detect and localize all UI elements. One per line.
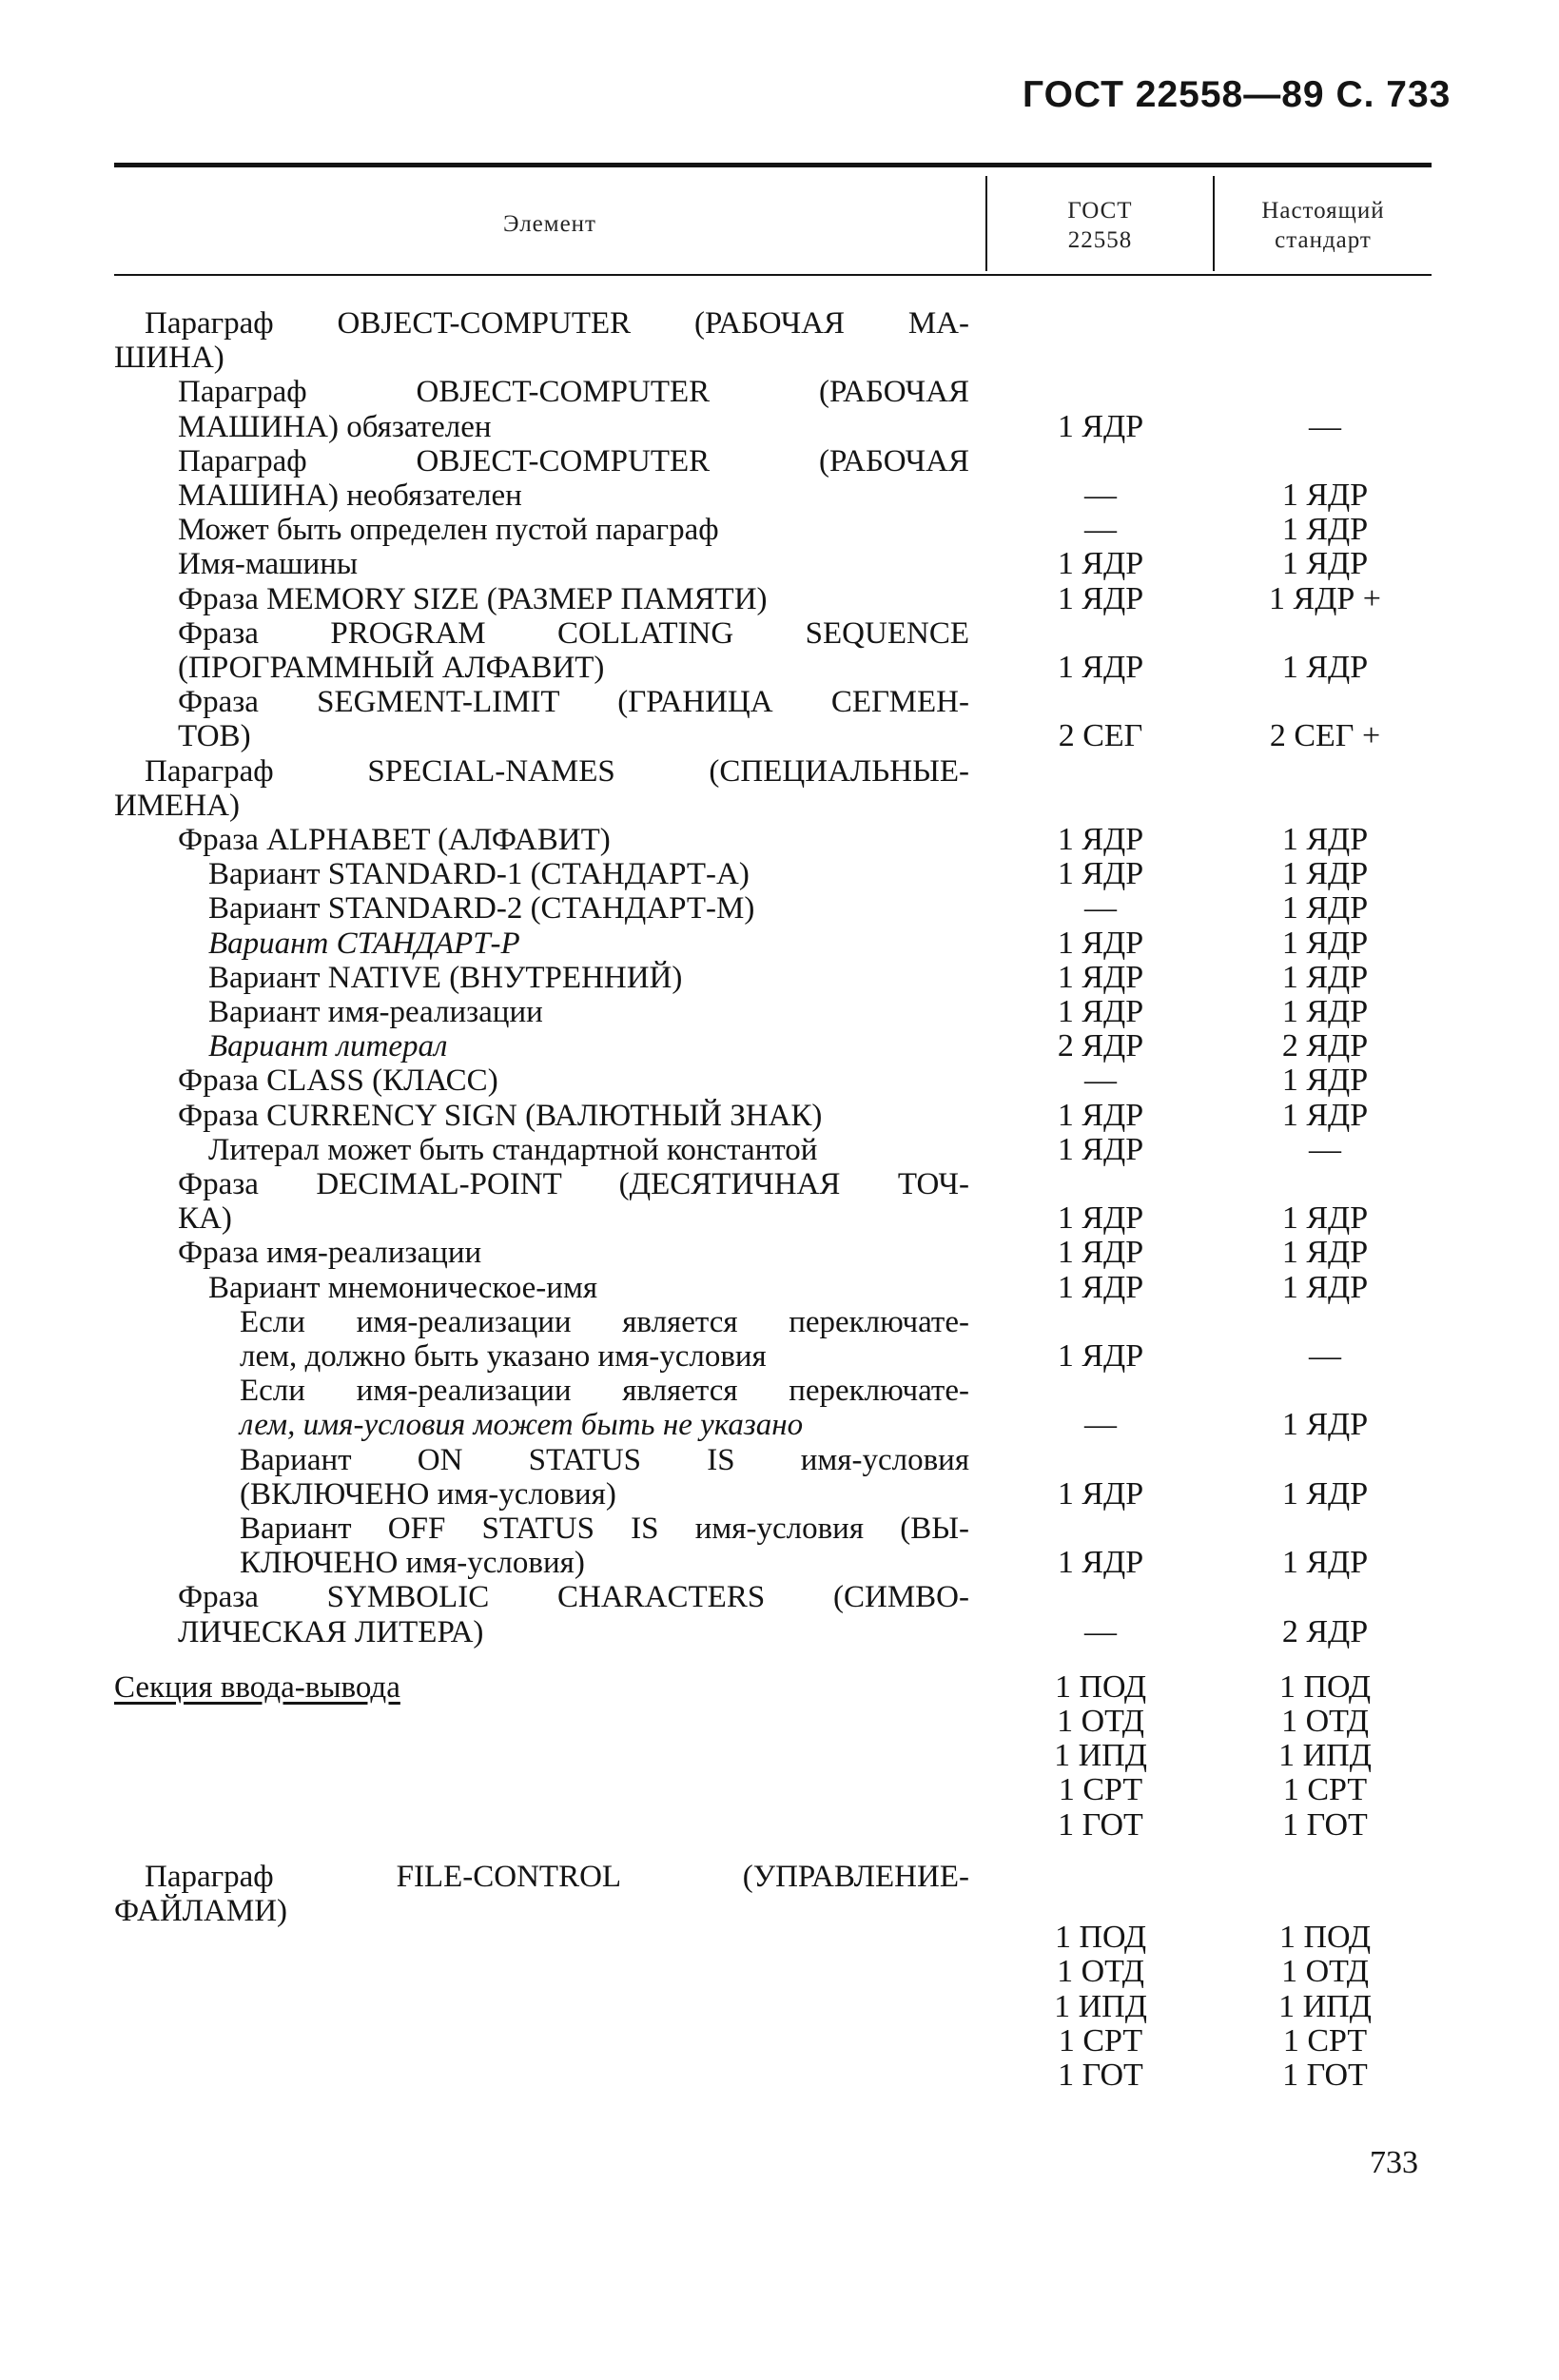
row-1-text-1: МАШИНА) обязателен: [178, 409, 492, 444]
file-control-standard-0: 1 ПОД: [1278, 1920, 1372, 1956]
file-control-line-0: [145, 1860, 969, 1894]
row-6-standard: 1 ЯДР: [1281, 650, 1369, 685]
file-control-standard-2: 1 ИПД: [1278, 1988, 1372, 2024]
io-section-gost-2: 1 ИПД: [1054, 1738, 1147, 1774]
row-12-text-0: Вариант СТАНДАРТ-Р: [208, 926, 520, 961]
row-25-text-1: КЛЮЧЕНО имя-условия): [240, 1546, 585, 1581]
row-7-line-1: [178, 719, 251, 753]
row-2-line-1: [178, 478, 522, 513]
row-5-line-0: [178, 582, 768, 616]
file-control-line-1: [114, 1894, 287, 1928]
io-section-gost-1: 1 ОТД: [1057, 1704, 1144, 1739]
row-1-text-0: Параграф OBJECT-COMPUTER (РАБОЧАЯ: [178, 375, 969, 410]
row-13-line-0: [208, 961, 682, 995]
row-19-line-1: [178, 1201, 232, 1236]
row-9-line-0: [178, 823, 611, 857]
row-19-gost: 1 ЯДР: [1057, 1200, 1144, 1237]
row-25-text-0: Вариант OFF STATUS IS имя-условия (ВЫ-: [240, 1512, 969, 1546]
io-section-gost-4: 1 ГОТ: [1058, 1806, 1143, 1843]
row-1-line-0: [178, 375, 969, 409]
file-control-gost-1: 1 ОТД: [1057, 1954, 1144, 1990]
file-control-standard-3: 1 СРТ: [1282, 2022, 1368, 2058]
row-4-text-0: Имя-машины: [178, 547, 359, 582]
row-23-standard: 1 ЯДР: [1281, 1407, 1369, 1443]
row-9-standard: 1 ЯДР: [1281, 822, 1369, 857]
row-16-standard: 1 ЯДР: [1281, 1063, 1369, 1099]
row-24-text-0: Вариант ON STATUS IS имя-условия: [240, 1442, 969, 1477]
file-control-text-1: ФАЙЛАМИ): [114, 1894, 288, 1928]
row-10-standard: 1 ЯДР: [1281, 856, 1369, 892]
row-11-standard: 1 ЯДР: [1281, 890, 1369, 927]
row-5-gost: 1 ЯДР: [1057, 580, 1144, 616]
row-10-text-0: Вариант STANDARD-1 (СТАНДАРТ-А): [208, 857, 750, 892]
row-7-gost: 2 СЕГ: [1058, 718, 1143, 754]
row-15-line-0: [208, 1029, 447, 1063]
row-14-text-0: Вариант имя-реализации: [208, 995, 543, 1029]
io-section-standard-1: 1 ОТД: [1281, 1704, 1369, 1739]
row-1-line-1: [178, 410, 492, 444]
row-22-text-1: лем, должно быть указано имя-условия: [240, 1339, 767, 1374]
row-11-gost: —: [1084, 890, 1117, 927]
header-element: Элемент: [503, 211, 596, 237]
row-13-gost: 1 ЯДР: [1057, 959, 1144, 995]
row-12-standard: 1 ЯДР: [1281, 925, 1369, 961]
row-21-standard: 1 ЯДР: [1281, 1269, 1369, 1305]
row-6-line-1: [178, 651, 604, 685]
row-0-text-0: Параграф OBJECT-COMPUTER (РАБОЧАЯ МА-: [145, 306, 969, 341]
io-section-standard-3: 1 СРТ: [1282, 1772, 1368, 1808]
row-9-text-0: Фраза ALPHABET (АЛФАВИТ): [178, 823, 611, 857]
row-13-standard: 1 ЯДР: [1281, 959, 1369, 995]
row-14-gost: 1 ЯДР: [1057, 994, 1144, 1029]
row-25-standard: 1 ЯДР: [1281, 1545, 1369, 1581]
row-0-line-0: [145, 306, 969, 341]
row-8-text-1: ИМЕНА): [114, 788, 240, 823]
row-3-text-0: Может быть определен пустой параграф: [178, 513, 719, 548]
row-9-gost: 1 ЯДР: [1057, 822, 1144, 857]
row-20-gost: 1 ЯДР: [1057, 1235, 1144, 1271]
header-gost-line-1: ГОСТ: [1067, 198, 1133, 224]
row-2-line-0: [178, 444, 969, 478]
file-control-text-0: Параграф FILE-CONTROL (УПРАВЛЕНИЕ-: [145, 1859, 969, 1894]
row-18-text-0: Литерал может быть стандартной константой: [208, 1132, 818, 1167]
header-standard-line-1: Настоящий: [1261, 198, 1385, 224]
row-18-line-0: [208, 1133, 817, 1167]
row-26-gost: —: [1084, 1613, 1117, 1649]
io-section-gost-3: 1 СРТ: [1058, 1772, 1143, 1808]
row-23-line-0: [240, 1374, 969, 1408]
row-15-text-0: Вариант литерал: [208, 1029, 448, 1064]
row-3-gost: —: [1084, 512, 1117, 548]
row-21-gost: 1 ЯДР: [1057, 1269, 1144, 1305]
io-section-standard-4: 1 ГОТ: [1282, 1806, 1368, 1843]
row-24-line-1: [240, 1477, 616, 1512]
row-14-line-0: [208, 995, 543, 1029]
row-2-gost: —: [1084, 478, 1117, 513]
row-15-gost: 2 ЯДР: [1057, 1028, 1144, 1064]
row-26-text-0: Фраза SYMBOLIC CHARACTERS (СИМВО-: [178, 1580, 969, 1615]
row-23-line-1: [240, 1408, 803, 1442]
row-20-text-0: Фраза имя-реализации: [178, 1236, 482, 1271]
row-16-text-0: Фраза CLASS (КЛАСС): [178, 1063, 498, 1099]
row-13-text-0: Вариант NATIVE (ВНУТРЕННИЙ): [208, 960, 683, 995]
row-12-gost: 1 ЯДР: [1057, 925, 1144, 961]
row-25-gost: 1 ЯДР: [1057, 1545, 1144, 1581]
row-7-standard: 2 СЕГ +: [1269, 718, 1381, 754]
row-4-line-0: [178, 547, 358, 581]
row-20-standard: 1 ЯДР: [1281, 1235, 1369, 1271]
row-19-line-0: [178, 1167, 969, 1201]
row-10-line-0: [208, 857, 750, 891]
row-22-gost: 1 ЯДР: [1057, 1338, 1144, 1374]
row-17-standard: 1 ЯДР: [1281, 1097, 1369, 1133]
row-2-standard: 1 ЯДР: [1281, 478, 1369, 513]
io-section-standard-0: 1 ПОД: [1278, 1668, 1372, 1705]
io-section-standard-2: 1 ИПД: [1278, 1738, 1372, 1774]
row-7-text-0: Фраза SEGMENT-LIMIT (ГРАНИЦА СЕГМЕН-: [178, 685, 969, 720]
page-number: 733: [1370, 2145, 1418, 2180]
row-5-text-0: Фраза MEMORY SIZE (РАЗМЕР ПАМЯТИ): [178, 581, 768, 616]
row-24-gost: 1 ЯДР: [1057, 1475, 1144, 1512]
row-22-line-1: [240, 1339, 767, 1374]
row-2-text-0: Параграф OBJECT-COMPUTER (РАБОЧАЯ: [178, 443, 969, 478]
row-23-text-1: лем, имя-условия может быть не указано: [240, 1408, 804, 1443]
row-26-line-0: [178, 1580, 969, 1614]
row-11-line-0: [208, 891, 754, 926]
row-0-line-1: [114, 341, 224, 375]
row-0-text-1: ШИНА): [114, 341, 224, 376]
row-25-line-0: [240, 1512, 969, 1546]
row-2-text-1: МАШИНА) необязателен: [178, 478, 522, 513]
row-16-line-0: [178, 1063, 498, 1098]
row-4-gost: 1 ЯДР: [1057, 546, 1144, 582]
row-22-standard: —: [1309, 1338, 1341, 1374]
row-6-gost: 1 ЯДР: [1057, 650, 1144, 685]
row-15-standard: 2 ЯДР: [1281, 1028, 1369, 1064]
row-24-text-1: (ВКЛЮЧЕНО имя-условия): [240, 1476, 616, 1512]
row-23-gost: —: [1084, 1407, 1117, 1443]
io-section-gost-0: 1 ПОД: [1054, 1668, 1147, 1705]
row-24-standard: 1 ЯДР: [1281, 1475, 1369, 1512]
row-6-line-0: [178, 616, 969, 651]
row-26-line-1: [178, 1615, 483, 1649]
row-22-text-0: Если имя-реализации является переключате-: [240, 1304, 969, 1339]
row-24-line-0: [240, 1443, 969, 1477]
row-1-standard: —: [1309, 408, 1341, 444]
row-14-standard: 1 ЯДР: [1281, 994, 1369, 1029]
header-standard-line-2: стандарт: [1275, 227, 1372, 253]
row-17-gost: 1 ЯДР: [1057, 1097, 1144, 1133]
row-23-text-0: Если имя-реализации является переключате-: [240, 1374, 969, 1409]
header-gost-line-2: 22558: [1067, 227, 1133, 253]
row-6-text-0: Фраза PROGRAM COLLATING SEQUENCE: [178, 615, 969, 651]
row-6-text-1: (ПРОГРАММНЫЙ АЛФАВИТ): [178, 651, 605, 685]
row-21-line-0: [208, 1271, 597, 1305]
row-19-text-0: Фраза DECIMAL-POINT (ДЕСЯТИЧНАЯ ТОЧ-: [178, 1167, 969, 1201]
row-3-standard: 1 ЯДР: [1281, 512, 1369, 548]
row-3-line-0: [178, 513, 719, 547]
row-12-line-0: [208, 927, 520, 961]
row-19-text-1: КА): [178, 1201, 232, 1237]
row-26-standard: 2 ЯДР: [1281, 1613, 1369, 1649]
row-8-line-1: [114, 789, 240, 823]
file-control-gost-4: 1 ГОТ: [1058, 2058, 1143, 2093]
row-26-text-1: ЛИЧЕСКАЯ ЛИТЕРА): [178, 1614, 484, 1649]
row-8-text-0: Параграф SPECIAL-NAMES (СПЕЦИАЛЬНЫЕ-: [145, 753, 969, 789]
row-11-text-0: Вариант STANDARD-2 (СТАНДАРТ-М): [208, 891, 755, 927]
row-21-text-0: Вариант мнемоническое-имя: [208, 1270, 598, 1305]
row-20-line-0: [178, 1236, 481, 1270]
row-16-gost: —: [1084, 1063, 1117, 1099]
file-control-gost-2: 1 ИПД: [1054, 1988, 1147, 2024]
file-control-standard-4: 1 ГОТ: [1282, 2058, 1368, 2093]
row-25-line-1: [240, 1546, 585, 1580]
running-head: ГОСТ 22558—89 С. 733: [1023, 74, 1452, 115]
row-7-line-0: [178, 685, 969, 719]
row-8-line-0: [145, 754, 969, 789]
row-7-text-1: ТОВ): [178, 719, 251, 754]
row-18-standard: —: [1309, 1131, 1341, 1167]
file-control-standard-1: 1 ОТД: [1281, 1954, 1369, 1990]
row-17-line-0: [178, 1099, 822, 1133]
row-17-text-0: Фраза CURRENCY SIGN (ВАЛЮТНЫЙ ЗНАК): [178, 1098, 823, 1133]
file-control-gost-3: 1 СРТ: [1058, 2022, 1143, 2058]
io-section-title: Секция ввода-вывода: [114, 1669, 400, 1705]
row-22-line-0: [240, 1305, 969, 1339]
row-10-gost: 1 ЯДР: [1057, 856, 1144, 892]
row-1-gost: 1 ЯДР: [1057, 408, 1144, 444]
row-4-standard: 1 ЯДР: [1281, 546, 1369, 582]
file-control-gost-0: 1 ПОД: [1054, 1920, 1147, 1956]
row-5-standard: 1 ЯДР +: [1269, 580, 1381, 616]
row-18-gost: 1 ЯДР: [1057, 1131, 1144, 1167]
row-19-standard: 1 ЯДР: [1281, 1200, 1369, 1237]
